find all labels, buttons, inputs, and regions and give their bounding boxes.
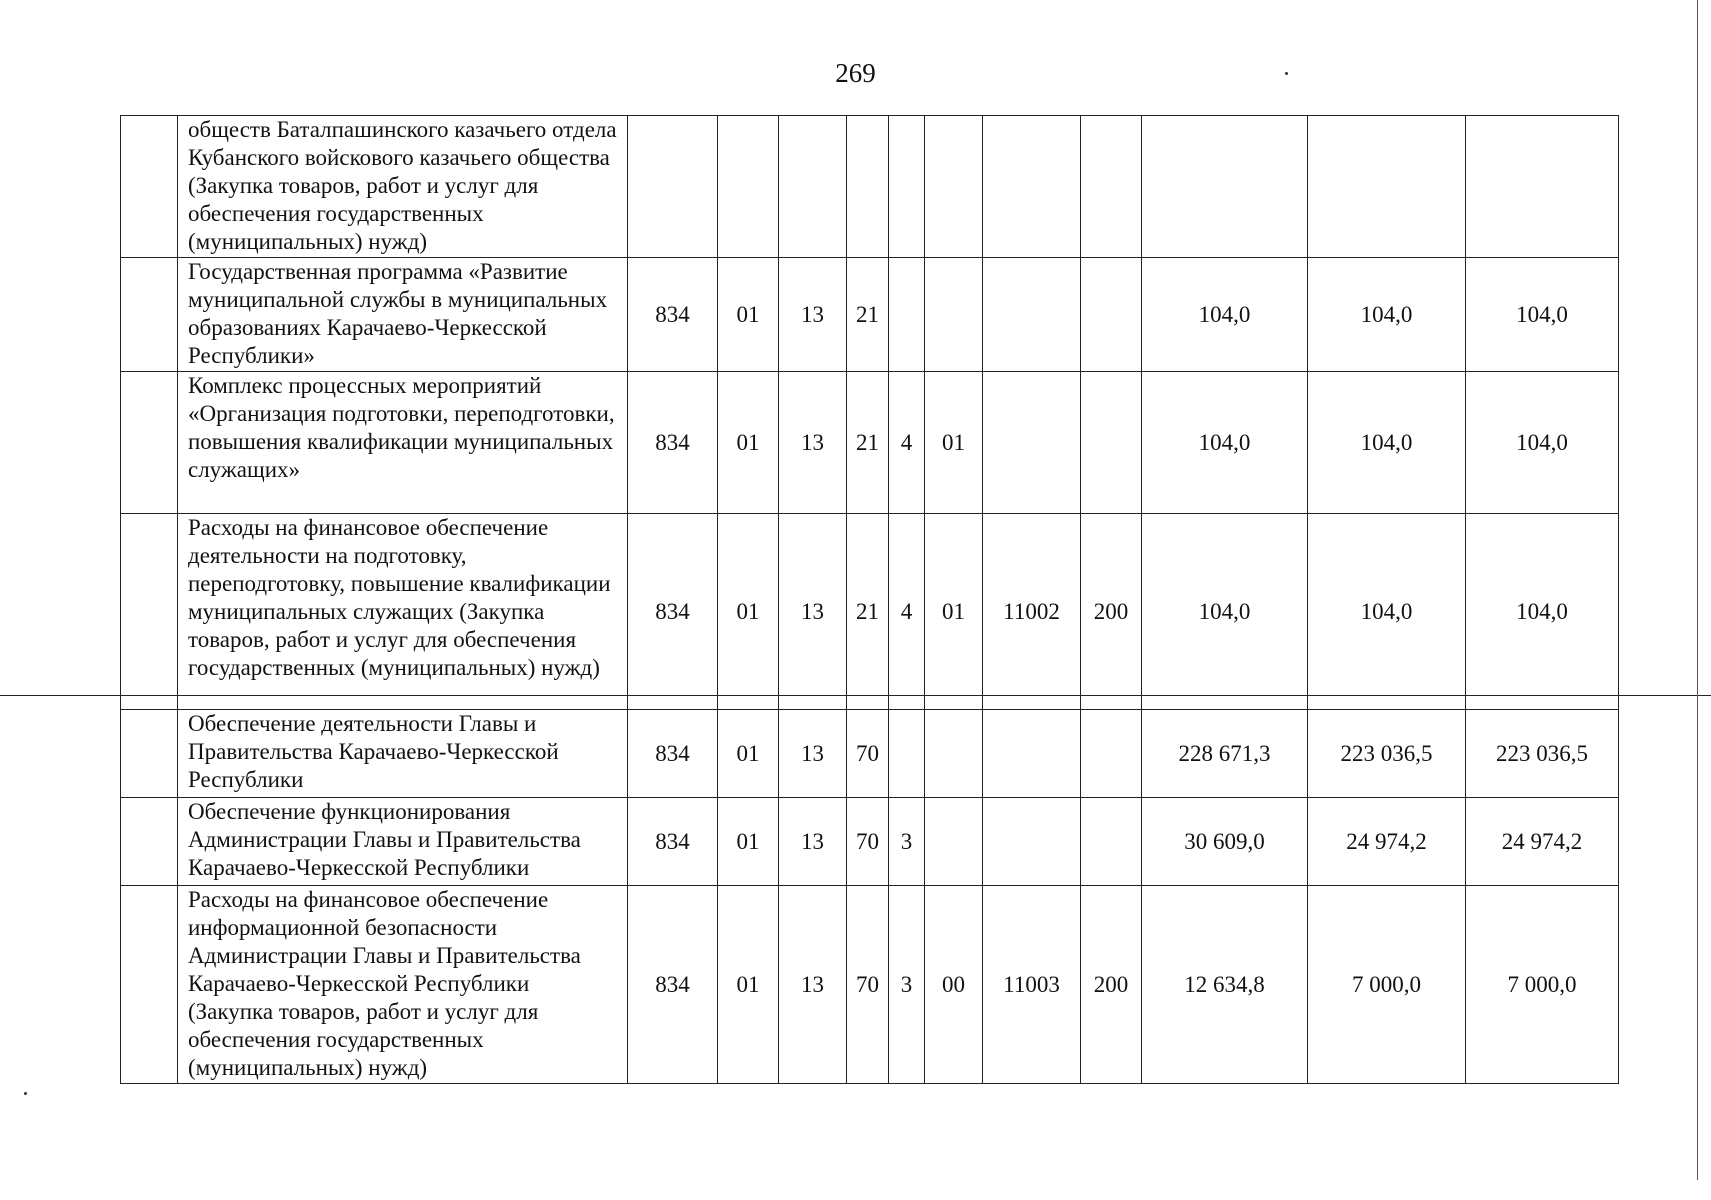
page-number: 269 [835,58,876,88]
code-cell: 834 [628,798,718,886]
code-cell [889,116,925,258]
code-cell: 01 [925,372,983,514]
row-name: обществ Баталпашинского казачьего отдела Кубанского войскового казачьего общества (Закупка товаров, работ и услуг для обеспечения государственных (муниципальных) нужд) [178,116,628,258]
row-name: Обеспечение деятельности Главы и Правительства Карачаево-Черкесской Республики [178,710,628,798]
code-cell [983,258,1081,372]
amount-cell: 104,0 [1466,258,1619,372]
code-cell: 13 [779,514,847,710]
code-cell [983,372,1081,514]
row-index-cell [121,798,178,886]
table-row [121,514,1619,710]
amount-cell: 223 036,5 [1308,710,1466,798]
code-cell: 834 [628,886,718,1084]
code-cell [718,116,779,258]
code-cell: 01 [718,372,779,514]
code-cell: 4 [889,514,925,710]
amount-cell [1142,116,1308,258]
amount-cell: 24 974,2 [1466,798,1619,886]
code-cell: 70 [847,710,889,798]
code-cell: 13 [779,258,847,372]
code-cell: 13 [779,886,847,1084]
row-name: Государственная программа «Развитие муниципальной службы в муниципальных образованиях Карачаево-Черкесской Республики» [178,258,628,372]
amount-cell: 24 974,2 [1308,798,1466,886]
code-cell [1081,710,1142,798]
row-name: Обеспечение функционирования Администрации Главы и Правительства Карачаево-Черкесской Республики [178,798,628,886]
row-name: Расходы на финансовое обеспечение информационной безопасности Администрации Главы и Правительства Карачаево-Черкесской Республики (Закупка товаров, работ и услуг для обеспечения государственных (муниципальных) нужд) [178,886,628,1084]
code-cell: 4 [889,372,925,514]
scan-page-edge [1697,0,1698,1180]
code-cell: 21 [847,372,889,514]
code-cell [1081,258,1142,372]
code-cell [1081,116,1142,258]
row-index-cell [121,514,178,710]
row-index-cell [121,372,178,514]
amount-cell: 104,0 [1308,514,1466,710]
row-index-cell [121,258,178,372]
code-cell [925,798,983,886]
code-cell: 11002 [983,514,1081,710]
amount-cell: 12 634,8 [1142,886,1308,1084]
amount-cell [1466,116,1619,258]
code-cell [983,116,1081,258]
code-cell [889,710,925,798]
code-cell: 200 [1081,886,1142,1084]
amount-cell: 104,0 [1142,514,1308,710]
code-cell: 834 [628,514,718,710]
table-row [121,372,1619,514]
amount-cell [1308,116,1466,258]
amount-cell: 104,0 [1142,372,1308,514]
code-cell: 01 [718,710,779,798]
row-index-cell [121,116,178,258]
code-cell: 13 [779,372,847,514]
code-cell [983,798,1081,886]
code-cell [847,116,889,258]
amount-cell: 30 609,0 [1142,798,1308,886]
code-cell: 13 [779,710,847,798]
code-cell [925,258,983,372]
code-cell: 01 [925,514,983,710]
table-body [121,116,1619,1084]
row-index-cell [121,710,178,798]
row-index-cell [121,886,178,1084]
code-cell: 21 [847,514,889,710]
code-cell [983,710,1081,798]
table-row [121,116,1619,258]
amount-cell: 7 000,0 [1308,886,1466,1084]
code-cell [779,116,847,258]
scan-speck [24,1092,27,1095]
table-row [121,258,1619,372]
code-cell: 01 [718,886,779,1084]
code-cell: 834 [628,372,718,514]
code-cell [628,116,718,258]
amount-cell: 104,0 [1142,258,1308,372]
budget-table [120,115,1619,1084]
code-cell: 01 [718,514,779,710]
amount-cell: 104,0 [1308,258,1466,372]
code-cell [925,116,983,258]
amount-cell: 228 671,3 [1142,710,1308,798]
amount-cell: 104,0 [1308,372,1466,514]
code-cell: 11003 [983,886,1081,1084]
code-cell: 70 [847,798,889,886]
code-cell [1081,372,1142,514]
code-cell: 834 [628,710,718,798]
code-cell: 834 [628,258,718,372]
amount-cell: 7 000,0 [1466,886,1619,1084]
code-cell: 13 [779,798,847,886]
code-cell: 21 [847,258,889,372]
scan-speck [1285,72,1288,75]
amount-cell: 104,0 [1466,372,1619,514]
code-cell: 00 [925,886,983,1084]
amount-cell: 104,0 [1466,514,1619,710]
code-cell: 3 [889,886,925,1084]
amount-cell: 223 036,5 [1466,710,1619,798]
table-row [121,710,1619,798]
code-cell [1081,798,1142,886]
code-cell [925,710,983,798]
table-row [121,886,1619,1084]
code-cell: 70 [847,886,889,1084]
row-name: Расходы на финансовое обеспечение деятельности на подготовку, переподготовку, повышение квалификации муниципальных служащих (Закупка товаров, работ и услуг для обеспечения государственных (муниципальных) нужд) [178,514,628,710]
code-cell: 200 [1081,514,1142,710]
code-cell: 01 [718,258,779,372]
code-cell: 3 [889,798,925,886]
table-row [121,798,1619,886]
code-cell: 01 [718,798,779,886]
code-cell [889,258,925,372]
row-name: Комплекс процессных мероприятий «Организация подготовки, переподготовки, повышения квалификации муниципальных служащих» [178,372,628,514]
